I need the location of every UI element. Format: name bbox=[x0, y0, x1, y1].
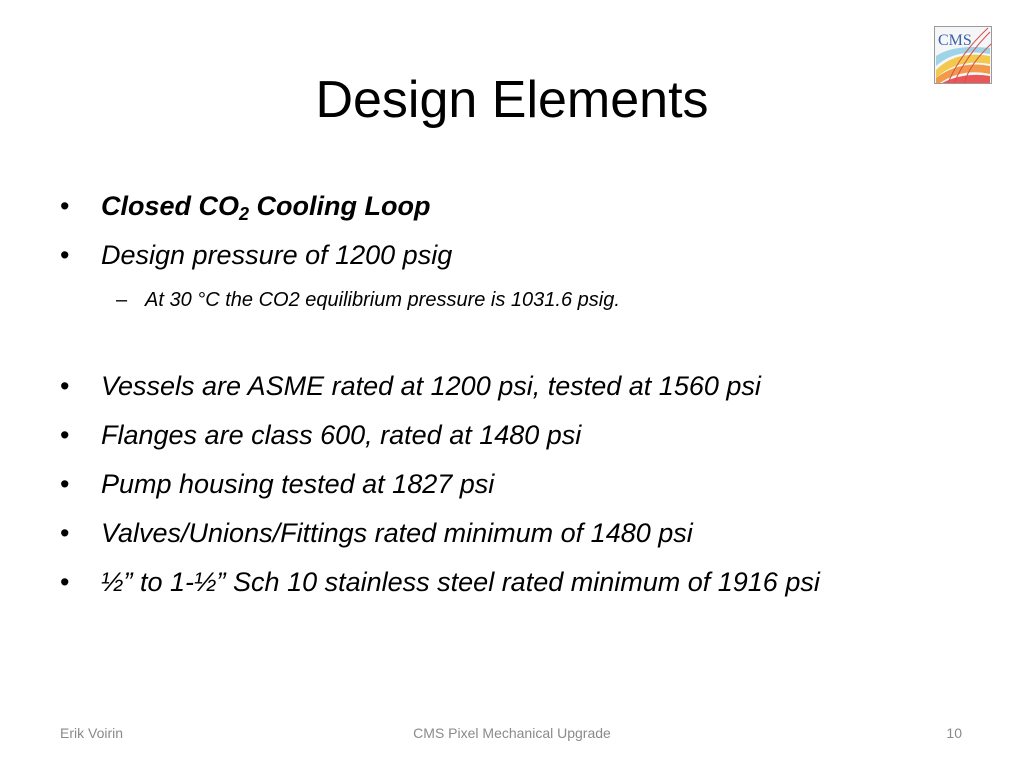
bullet-marker: • bbox=[60, 191, 70, 221]
bullet-marker: • bbox=[60, 567, 70, 597]
bullet-text-stainless-steel: ½” to 1-½” Sch 10 stainless steel rated minimum of 1916 psi bbox=[101, 567, 820, 597]
bullet-1-prefix: Closed CO bbox=[101, 191, 240, 221]
bullet-1-subscript: 2 bbox=[239, 204, 250, 224]
bullet-text-vessels: Vessels are ASME rated at 1200 psi, tested at 1560 psi bbox=[101, 371, 761, 401]
bullet-marker: • bbox=[60, 420, 70, 450]
bullet-marker: • bbox=[60, 371, 70, 401]
bullet-marker: • bbox=[60, 469, 70, 499]
footer-presentation-title: CMS Pixel Mechanical Upgrade bbox=[413, 725, 611, 741]
cms-logo bbox=[934, 26, 992, 84]
bullet-marker: • bbox=[60, 240, 70, 270]
bullet-text-flanges: Flanges are class 600, rated at 1480 psi bbox=[101, 420, 582, 450]
bullet-text-valves: Valves/Unions/Fittings rated minimum of 1480 psi bbox=[101, 518, 693, 548]
bullet-text-pump-housing: Pump housing tested at 1827 psi bbox=[101, 469, 495, 499]
footer-author: Erik Voirin bbox=[60, 725, 124, 741]
dash-marker: – bbox=[116, 289, 128, 311]
bullet-1-suffix: Cooling Loop bbox=[249, 191, 431, 221]
bullet-text-design-pressure: Design pressure of 1200 psig bbox=[101, 240, 453, 270]
slide-title: Design Elements bbox=[315, 71, 709, 129]
subbullet-text-equilibrium: At 30 °C the CO2 equilibrium pressure is 1031.6 psig. bbox=[145, 289, 620, 311]
bullet-text-closed-co2 bbox=[101, 190, 431, 222]
cms-logo-text: CMS bbox=[938, 32, 972, 49]
bullet-marker: • bbox=[60, 518, 70, 548]
footer-slide-number: 10 bbox=[946, 725, 962, 741]
cms-logo-graphic bbox=[934, 26, 992, 84]
